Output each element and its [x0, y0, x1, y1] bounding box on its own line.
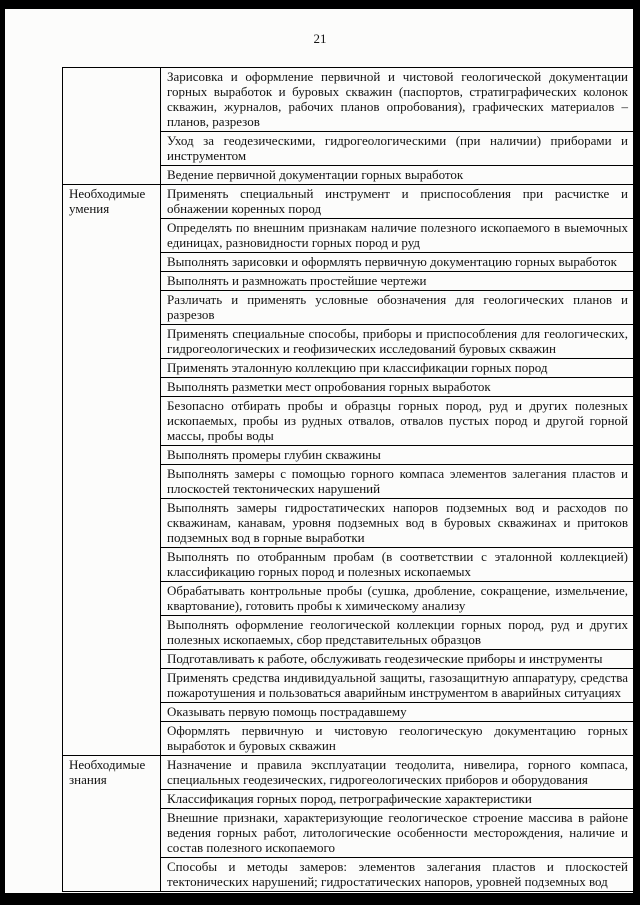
scan-edge-top [0, 0, 640, 9]
requirements-table [62, 67, 634, 892]
requirement-cell: Определять по внешним признакам наличие полезного ископаемого в выемочных единицах, разновидности горных пород и руд [161, 219, 634, 253]
requirement-cell: Применять средства индивидуальной защиты, газозащитную аппаратуру, средства пожаротушения и пользоваться аварийным инструментом в аварийных ситуациях [161, 669, 634, 703]
requirement-cell: Безопасно отбирать пробы и образцы горных пород, руд и других полезных ископаемых, пробы из рудных отвалов, отвалов пустых пород и другой горной массы, пробы воды [161, 397, 634, 446]
requirement-cell: Выполнять зарисовки и оформлять первичную документацию горных выработок [161, 253, 634, 272]
table-row [63, 68, 634, 132]
section-label-cell: Необходимые знания [63, 756, 161, 892]
requirement-cell: Выполнять разметки мест опробования горных выработок [161, 378, 634, 397]
requirement-cell: Ведение первичной документации горных выработок [161, 166, 634, 185]
requirement-cell: Оформлять первичную и чистовую геологическую документацию горных выработок и буровых скважин [161, 722, 634, 756]
requirement-cell: Различать и применять условные обозначения для геологических планов и разрезов [161, 291, 634, 325]
table-row [63, 185, 634, 219]
requirement-cell: Выполнять замеры гидростатических напоров подземных вод и расходов по скважинам, канавам, уровня подземных вод в буровых скважинах и притоков подземных вод в горные выработки [161, 499, 634, 548]
requirement-cell: Подготавливать к работе, обслуживать геодезические приборы и инструменты [161, 650, 634, 669]
scan-edge-bottom [0, 893, 640, 905]
requirement-cell: Применять специальный инструмент и приспособления при расчистке и обнажении коренных пород [161, 185, 634, 219]
requirement-cell: Выполнять и размножать простейшие чертежи [161, 272, 634, 291]
requirement-cell: Способы и методы замеров: элементов залегания пластов и плоскостей тектонических нарушений; гидростатических напоров, уровней подземных вод [161, 858, 634, 892]
section-label-cell-empty [63, 68, 161, 185]
requirement-cell: Назначение и правила эксплуатации теодолита, нивелира, горного компаса, специальных геодезических, гидрогеологических приборов и оборудования [161, 756, 634, 790]
requirements-table-body [63, 68, 634, 892]
requirement-cell: Выполнять по отобранным пробам (в соответствии с эталонной коллекцией) классификацию горных пород и полезных ископаемых [161, 548, 634, 582]
requirement-cell: Зарисовка и оформление первичной и чистовой геологической документации горных выработок и буровых скважин (паспортов, стратиграфических колонок скважин, журналов, рабочих планов опробования), графических материалов – планов, разрезов [161, 68, 634, 132]
requirement-cell: Выполнять замеры с помощью горного компаса элементов залегания пластов и плоскостей тектонических нарушений [161, 465, 634, 499]
requirement-cell: Уход за геодезическими, гидрогеологическими (при наличии) приборами и инструментом [161, 132, 634, 166]
requirement-cell: Оказывать первую помощь пострадавшему [161, 703, 634, 722]
requirement-cell: Внешние признаки, характеризующие геологическое строение массива в районе ведения горных работ, литологические особенности месторождения, наличие и состав полезного ископаемого [161, 809, 634, 858]
page-number: 21 [313, 31, 327, 46]
requirement-cell: Применять специальные способы, приборы и приспособления для геологических, гидрогеологических и геофизических исследований буровых скважин [161, 325, 634, 359]
requirement-cell: Применять эталонную коллекцию при классификации горных пород [161, 359, 634, 378]
requirement-cell: Выполнять промеры глубин скважины [161, 446, 634, 465]
requirement-cell: Обрабатывать контрольные пробы (сушка, дробление, сокращение, измельчение, квартование), готовить пробы к химическому анализу [161, 582, 634, 616]
table-row [63, 756, 634, 790]
scan-edge-left [0, 0, 5, 905]
requirement-cell: Выполнять оформление геологической коллекции горных пород, руд и других полезных ископаемых, сбор представительных образцов [161, 616, 634, 650]
section-label-cell: Необходимые умения [63, 185, 161, 756]
requirement-cell: Классификация горных пород, петрографические характеристики [161, 790, 634, 809]
scan-edge-right [633, 0, 640, 905]
